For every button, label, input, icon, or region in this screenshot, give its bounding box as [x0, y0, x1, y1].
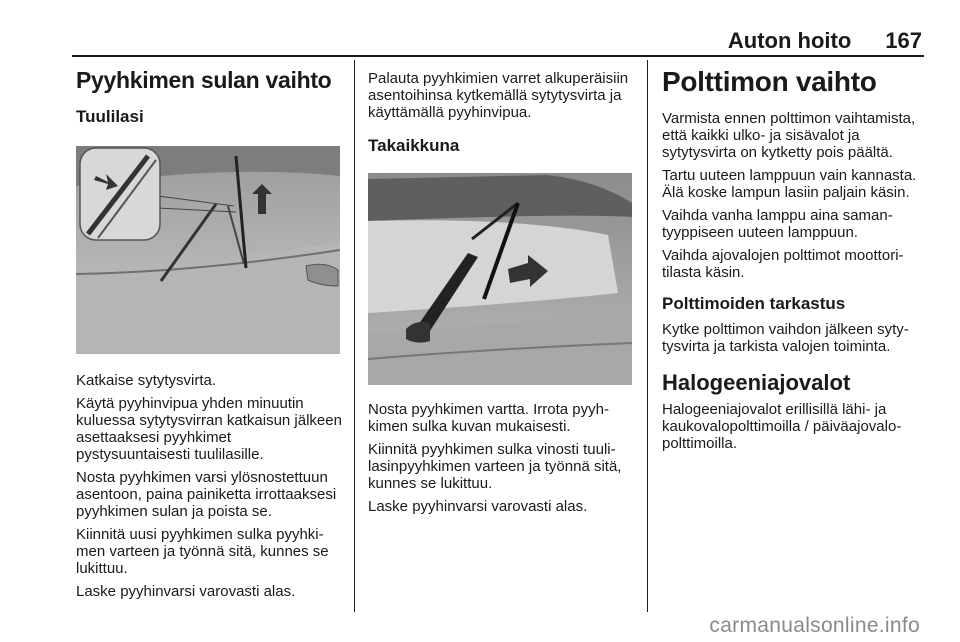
header-section-title: Auton hoito: [727, 28, 852, 53]
column-2: [368, 60, 634, 515]
column-divider-2: [647, 60, 648, 612]
paragraph-4: Vaihda ajovalojen polttimot moottoritilasta käsin.: [662, 247, 904, 281]
paragraph-5: Laske pyyhinvarsi varovasti alas.: [76, 583, 296, 600]
paragraph-1: Nosta pyyhkimen vartta. Irrota pyyhkimen sulka kuvan mukaisesti.: [368, 401, 609, 435]
watermark: carmanualsonline.info: [709, 614, 920, 637]
section-title-bulb-replacement: Polttimon vaihto: [662, 66, 877, 97]
rear-wiper-illustration: [368, 173, 632, 385]
paragraph-2: Tartu uuteen lamppuun vain kannasta. Älä koske lampun lasiin paljain käsin.: [662, 167, 917, 201]
column-3: [662, 60, 926, 452]
paragraph-3: Laske pyyhinvarsi varovasti alas.: [368, 498, 588, 515]
paragraph-4: Kiinnitä uusi pyyhkimen sulka pyyhkimen varteen ja työnnä sitä, kunnes se lukittuu.: [76, 526, 329, 577]
check-paragraph: Kytke polttimon vaihdon jälkeen sytytysvirta ja tarkista valojen toiminta.: [662, 321, 909, 355]
paragraph-3: Vaihda vanha lamppu aina samantyyppiseen uuteen lamppuun.: [662, 207, 893, 241]
page-number: 167: [885, 28, 922, 53]
paragraph-1: Katkaise sytytysvirta.: [76, 372, 217, 389]
paragraph-2: Kiinnitä pyyhkimen sulka vinosti tuulilasinpyyhkimen varteen ja työnnä sitä, kunnes se lukittuu.: [368, 441, 622, 492]
paragraph-1: Varmista ennen polttimon vaihtamista, että kaikki ulko- ja sisävalot ja sytytysvirta on kytketty pois päältä.: [662, 110, 916, 161]
column-1: [76, 60, 342, 600]
subheading-bulb-check: Polttimoiden tarkastus: [662, 294, 846, 313]
column-divider-1: [354, 60, 355, 612]
subheading-halogen-headlights: Halogeeniajovalot: [662, 370, 851, 395]
windscreen-wiper-illustration: [76, 146, 340, 354]
section-title-wiper-blade: Pyyhkimen sulan vaihto: [76, 67, 332, 93]
halogen-paragraph: Halogeeniajovalot erillisillä lähi- ja kaukovalopolttimoilla / päiväajovalopolttimoilla.: [662, 401, 902, 452]
subheading-windscreen: Tuulilasi: [76, 107, 144, 126]
paragraph-2: Käytä pyyhinvipua yhden minuutin kuluessa sytytysvirran katkaisun jälkeen asettaaksesi pyyhkimet pystysuuntaisesti tuulilasille.: [76, 395, 342, 463]
intro-paragraph: Palauta pyyhkimien varret alkuperäisiin asentoihinsa kytkemällä sytytysvirta ja käyttämällä pyyhinvipua.: [368, 70, 629, 121]
subheading-rear-window: Takaikkuna: [368, 136, 460, 155]
page-header: [728, 28, 922, 54]
paragraph-3: Nosta pyyhkimen varsi ylösnostettuun asentoon, paina painiketta irrottaaksesi pyyhkimen sulan ja poista se.: [76, 469, 337, 520]
header-rule: [72, 55, 924, 57]
